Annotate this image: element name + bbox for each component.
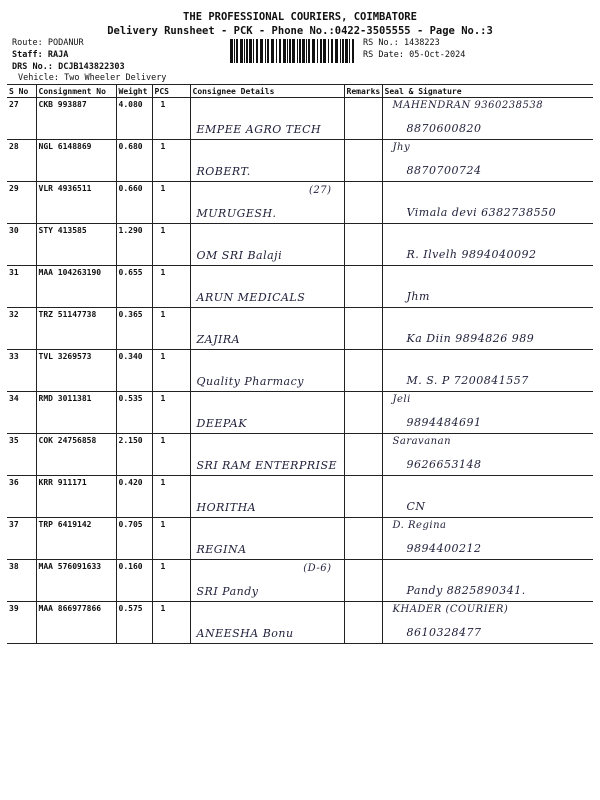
serial-number: 33 [7,350,36,392]
consignee-name: OM SRI Balaji [196,249,283,262]
pcs-value: 1 [152,182,190,224]
drs-info [12,62,125,72]
col-header-consignment: Consignment No [36,85,116,98]
barcode-bar [236,39,238,63]
consignment-number: MAA 866977866 [36,602,116,644]
signature-cell [382,602,593,644]
serial-number: 30 [7,224,36,266]
barcode-bar [267,39,269,63]
col-header-pcs: PCS [152,85,190,98]
handwritten-phone: 9894400212 [406,542,482,555]
pcs-value: 1 [152,350,190,392]
handwritten-phone: 8610328477 [406,626,482,639]
barcode-bar [352,39,354,63]
signature-cell [382,392,593,434]
barcode-bar [342,39,344,63]
pcs-value: 1 [152,560,190,602]
weight-value: 0.160 [116,560,152,602]
consignee-name: ARUN MEDICALS [196,291,306,304]
remarks-cell [344,434,382,476]
serial-number: 28 [7,140,36,182]
remarks-cell [344,602,382,644]
route-info [12,38,84,48]
rs-date-value: 05-Oct-2024 [409,50,466,60]
weight-value: 0.535 [116,392,152,434]
handwritten-phone: M. S. P 7200841557 [406,374,529,387]
remarks-cell [344,476,382,518]
barcode-bar [297,39,298,63]
handwritten-signature: Saravanan [392,436,452,447]
consignment-number: CKB 993887 [36,98,116,140]
consignment-number: MAA 104263190 [36,266,116,308]
consignee-name: Quality Pharmacy [196,375,304,388]
barcode-bar [312,39,315,63]
barcode-bar [246,39,248,63]
barcode-bar [260,39,263,63]
consignment-number: NGL 6148869 [36,140,116,182]
serial-number: 36 [7,476,36,518]
handwritten-signature: Jeli [392,394,411,405]
col-header-sno: S No [7,85,36,98]
barcode-bar [335,39,338,63]
rs-no-info [363,38,440,48]
vehicle-label: Vehicle: [18,73,59,83]
serial-number: 34 [7,392,36,434]
rs-date-info [363,50,465,60]
consignment-number: VLR 4936511 [36,182,116,224]
handwritten-phone: 8870700724 [406,164,482,177]
table-row [7,434,593,476]
consignment-number: TRZ 51147738 [36,308,116,350]
drs-label: DRS No.: [12,62,53,72]
weight-value: 0.340 [116,350,152,392]
consignment-number: TRP 6419142 [36,518,116,560]
pcs-value: 1 [152,98,190,140]
staff-label: Staff: [12,50,43,60]
signature-cell [382,518,593,560]
col-header-remarks: Remarks [344,85,382,98]
signature-cell [382,560,593,602]
consignee-cell [190,308,344,350]
consignee-cell [190,140,344,182]
barcode-bar [283,39,286,63]
consignment-number: MAA 576091633 [36,560,116,602]
pcs-value: 1 [152,434,190,476]
remarks-cell [344,392,382,434]
consignee-name: REGINA [196,543,247,556]
table-row [7,602,593,644]
handwritten-phone: Ka Diin 9894826 989 [406,332,535,345]
remarks-cell [344,182,382,224]
consignee-name: SRI Pandy [196,585,259,598]
consignee-cell [190,266,344,308]
consignee-note: (D-6) [303,563,332,574]
barcode-bar [292,39,295,63]
consignment-number: TVL 3269573 [36,350,116,392]
consignee-note: (27) [308,185,332,196]
handwritten-phone: 9894484691 [406,416,482,429]
remarks-cell [344,308,382,350]
table-row [7,140,593,182]
table-row [7,392,593,434]
consignee-cell [190,518,344,560]
barcode-bar [320,39,322,63]
table-row [7,308,593,350]
handwritten-phone: CN [406,500,426,513]
handwritten-phone: Pandy 8825890341. [406,584,526,597]
handwritten-phone: Vimala devi 6382738550 [406,206,557,219]
weight-value: 0.660 [116,182,152,224]
barcode-bar [253,39,254,63]
barcode-bar [308,39,310,63]
consignee-name: EMPEE AGRO TECH [196,123,322,136]
barcode-bar [234,39,235,63]
remarks-cell [344,266,382,308]
consignee-name: ROBERT. [196,165,251,178]
col-header-weight: Weight [116,85,152,98]
consignment-number: COK 24756858 [36,434,116,476]
table-row [7,266,593,308]
vehicle-info [18,73,166,83]
weight-value: 0.655 [116,266,152,308]
handwritten-signature: MAHENDRAN 9360238538 [392,100,544,111]
weight-value: 2.150 [116,434,152,476]
signature-cell [382,224,593,266]
signature-cell [382,98,593,140]
handwritten-signature: KHADER (COURIER) [392,604,509,615]
weight-value: 0.680 [116,140,152,182]
barcode-bar [249,39,252,63]
barcode-bar [240,39,243,63]
table-row [7,518,593,560]
consignment-number: STY 413585 [36,224,116,266]
handwritten-phone: Jhm [406,290,430,303]
consignee-cell [190,602,344,644]
serial-number: 29 [7,182,36,224]
barcode-bar [328,39,329,63]
consignment-number: KRR 911171 [36,476,116,518]
pcs-value: 1 [152,266,190,308]
table-header-row [7,85,593,98]
consignee-cell [190,476,344,518]
vehicle-value: Two Wheeler Delivery [64,73,167,83]
consignee-cell [190,98,344,140]
signature-cell [382,266,593,308]
consignee-cell [190,392,344,434]
rs-no-value: 1438223 [403,38,440,48]
weight-value: 4.080 [116,98,152,140]
signature-cell [382,140,593,182]
col-header-signature: Seal & Signature [382,85,593,98]
pcs-value: 1 [152,224,190,266]
weight-value: 0.420 [116,476,152,518]
consignee-name: DEEPAK [196,417,247,430]
serial-number: 39 [7,602,36,644]
serial-number: 38 [7,560,36,602]
remarks-cell [344,98,382,140]
table-row [7,224,593,266]
weight-value: 0.705 [116,518,152,560]
serial-number: 27 [7,98,36,140]
remarks-cell [344,560,382,602]
weight-value: 0.575 [116,602,152,644]
signature-cell [382,308,593,350]
staff-value: RAJA [47,50,69,60]
runsheet-table [7,84,593,644]
consignment-number: RMD 3011381 [36,392,116,434]
consignee-cell [190,224,344,266]
serial-number: 37 [7,518,36,560]
table-row [7,98,593,140]
barcode-image [230,39,355,63]
barcode-bar [276,39,277,63]
barcode-bar [302,39,305,63]
barcode-bar [244,39,245,63]
remarks-cell [344,350,382,392]
signature-cell [382,350,593,392]
staff-info [12,50,68,60]
barcode-bar [287,39,288,63]
handwritten-signature: Jhy [392,142,411,153]
rs-date-label: RS Date: [363,50,404,60]
remarks-cell [344,518,382,560]
barcode-bar [256,39,258,63]
consignee-name: ZAJIRA [196,333,241,346]
rs-no-label: RS No.: [363,38,399,48]
consignee-name: ANEESHA Bonu [196,627,294,640]
barcode-bar [317,39,318,63]
handwritten-phone: R. Ilvelh 9894040092 [406,248,537,261]
remarks-cell [344,140,382,182]
document-title: THE PROFESSIONAL COURIERS, COIMBATORE [183,11,417,23]
handwritten-phone: 8870600820 [406,122,482,135]
barcode-bar [345,39,348,63]
handwritten-signature: D. Regina [392,520,447,531]
table-row [7,350,593,392]
consignee-name: MURUGESH. [196,207,277,220]
pcs-value: 1 [152,602,190,644]
barcode-bar [265,39,266,63]
pcs-value: 1 [152,308,190,350]
weight-value: 0.365 [116,308,152,350]
weight-value: 1.290 [116,224,152,266]
drs-value: DCJB143822303 [58,62,125,72]
consignee-cell [190,350,344,392]
consignee-name: HORITHA [196,501,257,514]
barcode-bar [230,39,233,63]
signature-cell [382,476,593,518]
barcode-bar [331,39,333,63]
consignee-cell [190,182,344,224]
barcode-bar [323,39,326,63]
table-row [7,476,593,518]
consignee-name: SRI RAM ENTERPRISE [196,459,338,472]
pcs-value: 1 [152,140,190,182]
barcode-bar [289,39,291,63]
route-value: PODANUR [47,38,84,48]
barcode-bar [299,39,301,63]
signature-cell [382,182,593,224]
table-row [7,560,593,602]
remarks-cell [344,224,382,266]
pcs-value: 1 [152,392,190,434]
signature-cell [382,434,593,476]
barcode-bar [279,39,281,63]
col-header-consignee: Consignee Details [190,85,344,98]
barcode-bar [349,39,350,63]
serial-number: 35 [7,434,36,476]
serial-number: 31 [7,266,36,308]
pcs-value: 1 [152,518,190,560]
pcs-value: 1 [152,476,190,518]
table-row [7,182,593,224]
handwritten-phone: 9626653148 [406,458,482,471]
route-label: Route: [12,38,43,48]
serial-number: 32 [7,308,36,350]
document-subtitle: Delivery Runsheet - PCK - Phone No.:0422-3505555 - Page No.:3 [107,25,493,37]
barcode-bar [340,39,341,63]
barcode-bar [306,39,307,63]
barcode-bar [271,39,274,63]
consignee-cell [190,434,344,476]
consignee-cell [190,560,344,602]
